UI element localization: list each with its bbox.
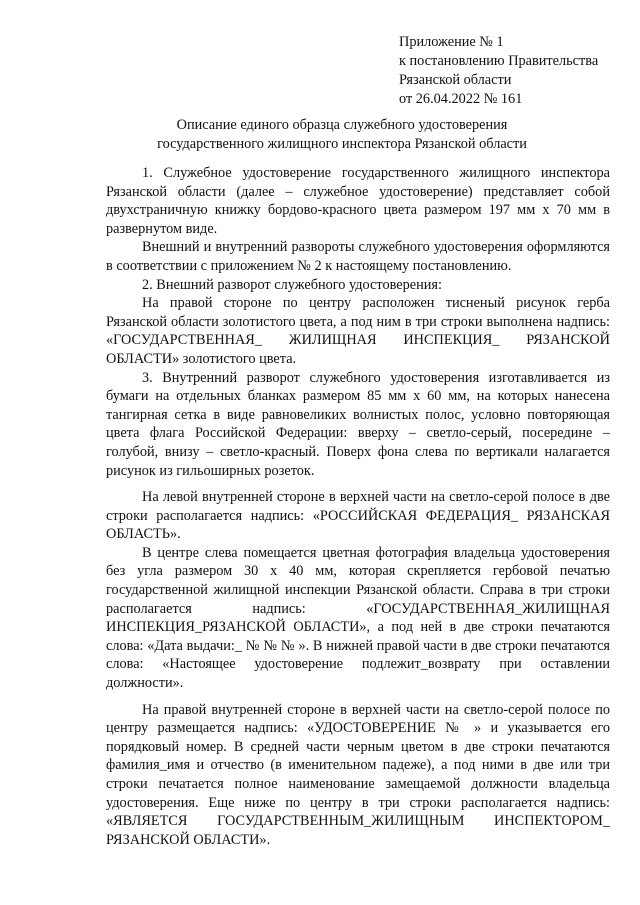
paragraph-3: 2. Внешний разворот служебного удостоверения: <box>142 276 442 293</box>
appendix-ref: к постановлению Правительства <box>399 53 599 69</box>
appendix-region: Рязанской области <box>399 72 512 88</box>
title-line-1: Описание единого образца служебного удостоверения <box>176 117 508 133</box>
document-title <box>100 116 584 154</box>
appendix-number: Приложение № 1 <box>399 34 504 50</box>
appendix-header <box>399 33 631 109</box>
paragraph-7: В центре слева помещается цветная фотография владельца удостоверения без угла размером 30 х 40 мм, которая скрепляется гербовой печатью государственной жилищной инспекции Рязанской области. Справа в три строки располагается надпись: «ГОСУДАРСТВЕННАЯ_ЖИЛИЩНАЯ ИНСПЕКЦИЯ_РЯЗАНСКОЙ ОБЛАСТИ», а под ней в две строки печатаются слова: «Дата выдачи:_ № № № ». В нижней правой части в две строки печатаются слова: «Настоящее удостоверение подлежит_возврату при оставлении должности». <box>106 544 610 692</box>
paragraph-4: На правой стороне по центру расположен тисненый рисунок герба Рязанской области золотистого цвета, а под ним в три строки выполнена надпись: «ГОСУДАРСТВЕННАЯ_ ЖИЛИЩНАЯ ИНСПЕКЦИЯ_ РЯЗАНСКОЙ ОБЛАСТИ» золотистого цвета. <box>106 295 610 367</box>
paragraph-2: Внешний и внутренний развороты служебного удостоверения оформляются в соответствии с приложением № 2 к настоящему постановлению. <box>106 239 610 274</box>
appendix-date: от 26.04.2022 № 161 <box>399 91 523 107</box>
paragraph-5: 3. Внутренний разворот служебного удостоверения изготавливается из бумаги на отдельных бланках размером 85 мм х 60 мм, на которых нанесена тангирная сетка в виде равновеликих волнистых полос, условно повторяющая цвета флага Российской Федерации: вверху – светло-серый, посередине – голубой, внизу – светло-красный. Поверх фона слева по вертикали налагается рисунок из гильоширных розеток. <box>106 369 610 479</box>
paragraph-8: На правой внутренней стороне в верхней части на светло-серой полосе по центру размещается надпись: «УДОСТОВЕРЕНИЕ № » и указывается его порядковый номер. В средней части черным цветом в две строки печатаются фамилия_имя и отчество (в именительном падеже), а под ними в две или три строки печатается полное наименование замещаемой должности владельца удостоверения. Еще ниже по центру в три строки располагается надпись: «ЯВЛЯЕТСЯ ГОСУДАРСТВЕННЫМ_ЖИЛИЩНЫМ ИНСПЕКТОРОМ_ РЯЗАНСКОЙ ОБЛАСТИ». <box>106 701 610 848</box>
paragraph-1: 1. Служебное удостоверение государственного жилищного инспектора Рязанской области (далее – служебное удостоверение) представляет собой двухстраничную книжку бордово-красного цвета размером 197 мм х 70 мм в развернутом виде. <box>106 165 610 237</box>
paragraph-6: На левой внутренней стороне в верхней части на светло-серой полосе в две строки располагается надпись: «РОССИЙСКАЯ ФЕДЕРАЦИЯ_ РЯЗАНСКАЯ ОБЛАСТЬ». <box>106 489 610 543</box>
title-line-2: государственного жилищного инспектора Рязанской области <box>157 136 527 152</box>
document-body <box>106 164 610 849</box>
